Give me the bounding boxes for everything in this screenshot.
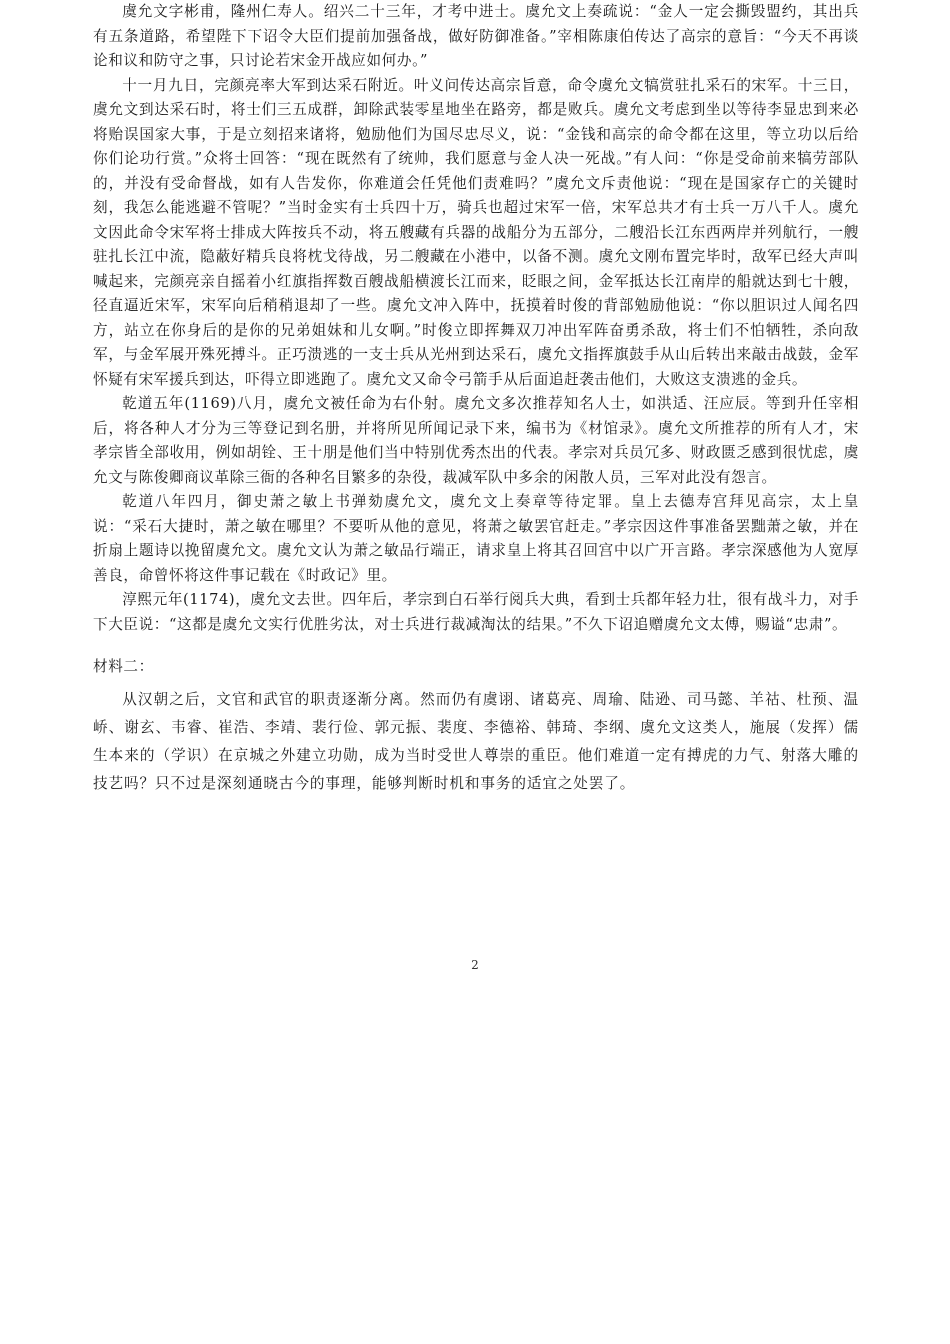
paragraph-yu-yunwen-intro: 虞允文字彬甫，隆州仁寿人。绍兴二十三年，才考中进士。虞允文上奏疏说：“金人一定会撕毁盟约，其出兵有五条道路，希望陛下下诏令大臣们提前加强备战，做好防御准备。”宰相陈康伯传达了高宗的意旨：“今天不再谈论和议和防守之事，只讨论若宋金开战应如何办。” [93,3,859,69]
paragraph-material-two: 从汉朝之后，文官和武官的职责逐渐分离。然而仍有虞诩、诸葛亮、周瑜、陆逊、司马懿、羊祜、杜预、温峤、谢玄、韦睿、崔浩、李靖、裴行俭、郭元振、裴度、李德裕、韩琦、李纲、虞允文这类人，施展（发挥）儒生本来的（学识）在京城之外建立功勋，成为当时受世人尊崇的重臣。他们难道一定有搏虎的力气、射落大雕的技艺吗？只不过是深刻通晓古今的事理，能够判断时机和事务的适宜之处罢了。 [93,690,859,792]
paragraph-qiandao-eight: 乾道八年四月，御史萧之敏上书弹劾虞允文，虞允文上奏章等待定罪。皇上去德寿宫拜见高宗，太上皇说：“采石大捷时，萧之敏在哪里？不要听从他的意见，将萧之敏罢官赶走。”孝宗因这件事准备罢黜萧之敏，并在折扇上题诗以挽留虞允文。虞允文认为萧之敏品行端正，请求皇上将其召回宫中以广开言路。孝宗深感他为人宽厚善良，命曾怀将这件事记载在《时政记》里。 [93,493,859,584]
paragraph-chunxi-one: 淳熙元年(1174)，虞允文去世。四年后，孝宗到白石举行阅兵大典，看到士兵都年轻力壮，很有战斗力，对手下大臣说：“这都是虞允文实行优胜劣汰，对士兵进行裁减淘汰的结果。”不久下诏追赠虞允文太傅，赐谥“忠肃”。 [93,591,859,633]
document-body [93,0,859,798]
paragraph-caishi-battle: 十一月九日，完颜亮率大军到达采石附近。叶义问传达高宗旨意，命令虞允文犒赏驻扎采石的宋军。十三日，虞允文到达采石时，将士们三五成群，卸除武装零星地坐在路旁，都是败兵。虞允文考虑到坐以等待李显忠到来必将贻误国家大事，于是立刻招来诸将，勉励他们为国尽忠尽义，说：“金钱和高宗的命令都在这里，等立功以后给你们论功行赏。”众将士回答：“现在既然有了统帅，我们愿意与金人决一死战。”有人问：“你是受命前来犒劳部队的，并没有受命督战，如有人告发你，你难道会任凭他们责难吗？”虞允文斥责他说：“现在是国家存亡的关键时刻，我怎么能逃避不管呢？”当时金实有士兵四十万，骑兵也超过宋军一倍，宋军总共才有士兵一万八千人。虞允文因此命令宋军将士排成大阵按兵不动，将五艘藏有兵器的战船分为五部分，二艘沿长江东西两岸并列航行，一艘驻扎长江中流，隐蔽好精兵良将枕戈待战，另二艘藏在小港中，以备不测。虞允文刚布置完毕时，敌军已经大声叫喊起来，完颜亮亲自摇着小红旗指挥数百艘战船横渡长江而来，眨眼之间，金军抵达长江南岸的船就达到七十艘，径直逼近宋军，宋军向后稍稍退却了一些。虞允文冲入阵中，抚摸着时俊的背部勉励他说：“你以胆识过人闻名四方，站立在你身后的是你的兄弟姐妹和儿女啊。”时俊立即挥舞双刀冲出军阵奋勇杀敌，将士们不怕牺牲，杀向敌军，与金军展开殊死搏斗。正巧溃逃的一支士兵从光州到达采石，虞允文指挥旗鼓手从山后转出来敲击战鼓，金军怀疑有宋军援兵到达，吓得立即逃跑了。虞允文又命令弓箭手从后面追赶袭击他们，大败这支溃逃的金兵。 [93,76,859,388]
material-two-label: 材料二： [93,658,154,675]
paragraph-qiandao-five: 乾道五年(1169)八月，虞允文被任命为右仆射。虞允文多次推荐知名人士，如洪适、汪应辰。等到升任宰相后，将各种人才分为三等登记到名册，并将所见所闻记录下来，编书为《材馆录》。虞允文所推荐的所有人才，宋孝宗皆全部收用，例如胡铨、王十朋是他们当中特别优秀杰出的代表。孝宗对兵员冗多、财政匮乏感到很忧虑，虞允文与陈俊卿商议革除三衙的各种名目繁多的杂役，裁减军队中多余的闲散人员，三军对此没有怨言。 [93,395,859,486]
page-number: 2 [471,958,479,972]
